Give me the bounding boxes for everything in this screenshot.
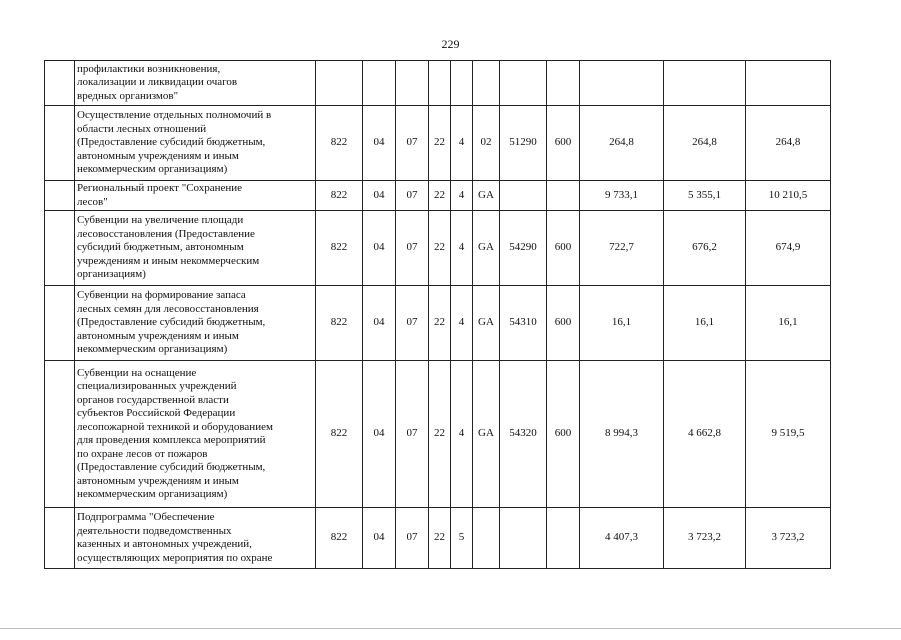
item-name-line: организациям): [77, 268, 146, 281]
item-name-cell: [75, 361, 316, 508]
podrazdel-cell: [396, 61, 429, 106]
item-name-line: некоммерческим организациям): [77, 488, 228, 500]
table-row: [45, 61, 831, 106]
amount-year3-cell: [746, 61, 831, 106]
program-cell: 22: [429, 508, 451, 569]
direction-cell: 02: [473, 106, 500, 181]
table-row: [45, 361, 831, 508]
item-name-line: Подпрограмма "Обеспечение: [77, 511, 215, 523]
amount-year3-cell: 674,9: [746, 211, 831, 286]
expense-type-cell: 600: [547, 286, 580, 361]
item-name-line: некоммерческим организациям): [77, 343, 228, 356]
amount-year3-cell: 9 519,5: [746, 361, 831, 508]
expense-code-cell: 54290: [500, 211, 547, 286]
index-cell: [45, 61, 75, 106]
direction-cell: GA: [473, 361, 500, 508]
item-name-line: учреждениям и иным некоммерческим: [77, 254, 260, 267]
item-name-line: автономным учреждениям и иным: [77, 474, 239, 487]
item-name-cell: [75, 286, 316, 361]
item-name-line: по охране лесов от пожаров: [77, 447, 208, 460]
podrazdel-cell: 07: [396, 106, 429, 181]
amount-year1-cell: 16,1: [580, 286, 664, 361]
table-row: [45, 106, 831, 181]
amount-year2-cell: 5 355,1: [664, 181, 746, 211]
amount-year2-cell: [664, 61, 746, 106]
program-cell: 22: [429, 286, 451, 361]
program-cell: 22: [429, 181, 451, 211]
index-cell: [45, 106, 75, 181]
item-name-line: локализации и ликвидации очагов: [77, 76, 238, 89]
grbs-cell: 822: [316, 211, 363, 286]
scan-edge-line: [0, 628, 901, 629]
expense-type-cell: 600: [547, 106, 580, 181]
podrazdel-cell: 07: [396, 361, 429, 508]
item-name-line: (Предоставление субсидий бюджетным,: [77, 136, 266, 149]
podrazdel-cell: 07: [396, 211, 429, 286]
item-name-line: Субвенции на увеличение площади: [77, 214, 244, 227]
item-name-line: субсидий бюджетным, автономным: [77, 241, 244, 254]
razdel-cell: 04: [363, 508, 396, 569]
razdel-cell: [363, 61, 396, 106]
expense-code-cell: [500, 508, 547, 569]
amount-year2-cell: 4 662,8: [664, 361, 746, 508]
item-name-line: органов государственной власти: [77, 393, 229, 406]
item-name-line: Осуществление отдельных полномочий в: [77, 109, 272, 122]
razdel-cell: 04: [363, 181, 396, 211]
item-name-line: лесов": [77, 195, 108, 208]
razdel-cell: 04: [363, 106, 396, 181]
item-name-line: для проведения комплекса мероприятий: [77, 434, 266, 446]
item-name-line: осуществляющих мероприятия по охране: [77, 551, 273, 564]
podrazdel-cell: 07: [396, 286, 429, 361]
amount-year3-cell: 10 210,5: [746, 181, 831, 211]
item-name-cell: [75, 106, 316, 181]
item-name-cell: [75, 181, 316, 211]
grbs-cell: 822: [316, 181, 363, 211]
program-cell: 22: [429, 106, 451, 181]
amount-year1-cell: 722,7: [580, 211, 664, 286]
item-name-line: (Предоставление субсидий бюджетным,: [77, 461, 266, 473]
amount-year2-cell: 3 723,2: [664, 508, 746, 569]
grbs-cell: [316, 61, 363, 106]
amount-year3-cell: 3 723,2: [746, 508, 831, 569]
amount-year3-cell: 264,8: [746, 106, 831, 181]
page-number: 229: [441, 37, 460, 51]
expense-code-cell: [500, 61, 547, 106]
amount-year1-cell: 4 407,3: [580, 508, 664, 569]
expense-code-cell: 54310: [500, 286, 547, 361]
index-cell: [45, 508, 75, 569]
index-cell: [45, 211, 75, 286]
grbs-cell: 822: [316, 286, 363, 361]
item-name-line: профилактики возникновения,: [77, 62, 221, 75]
expense-type-cell: 600: [547, 361, 580, 508]
expense-type-cell: [547, 181, 580, 211]
razdel-cell: 04: [363, 361, 396, 508]
podrazdel-cell: 07: [396, 181, 429, 211]
item-name-line: Региональный проект "Сохранение: [77, 182, 243, 194]
subprogram-cell: [451, 61, 473, 106]
item-name-line: лесопожарной техникой и оборудованием: [77, 420, 273, 433]
subprogram-cell: 4: [451, 211, 473, 286]
item-name-line: Субвенции на оснащение: [77, 366, 197, 379]
expense-type-cell: [547, 61, 580, 106]
index-cell: [45, 361, 75, 508]
item-name-cell: [75, 61, 316, 106]
expense-type-cell: [547, 508, 580, 569]
amount-year3-cell: 16,1: [746, 286, 831, 361]
expense-code-cell: 51290: [500, 106, 547, 181]
table-row: [45, 508, 831, 569]
table-row: [45, 181, 831, 211]
item-name-line: лесовосстановления (Предоставление: [77, 227, 255, 240]
item-name-cell: [75, 211, 316, 286]
amount-year1-cell: 264,8: [580, 106, 664, 181]
subprogram-cell: 4: [451, 106, 473, 181]
item-name-line: субъектов Российской Федерации: [77, 407, 236, 419]
item-name-line: автономным учреждениям и иным: [77, 149, 239, 162]
direction-cell: GA: [473, 211, 500, 286]
item-name-line: некоммерческим организациям): [77, 163, 228, 176]
direction-cell: GA: [473, 286, 500, 361]
expense-type-cell: 600: [547, 211, 580, 286]
subprogram-cell: 4: [451, 181, 473, 211]
direction-cell: [473, 61, 500, 106]
podrazdel-cell: 07: [396, 508, 429, 569]
item-name-line: лесных семян для лесовосстановления: [77, 302, 259, 315]
item-name-line: автономным учреждениям и иным: [77, 329, 239, 342]
subprogram-cell: 4: [451, 361, 473, 508]
razdel-cell: 04: [363, 211, 396, 286]
grbs-cell: 822: [316, 508, 363, 569]
expense-code-cell: 54320: [500, 361, 547, 508]
direction-cell: [473, 508, 500, 569]
subprogram-cell: 4: [451, 286, 473, 361]
amount-year1-cell: 9 733,1: [580, 181, 664, 211]
program-cell: 22: [429, 361, 451, 508]
table-row: [45, 286, 831, 361]
item-name-cell: [75, 508, 316, 569]
index-cell: [45, 181, 75, 211]
amount-year1-cell: 8 994,3: [580, 361, 664, 508]
grbs-cell: 822: [316, 361, 363, 508]
amount-year2-cell: 264,8: [664, 106, 746, 181]
item-name-line: области лесных отношений: [77, 122, 207, 135]
item-name-line: (Предоставление субсидий бюджетным,: [77, 316, 266, 329]
index-cell: [45, 286, 75, 361]
program-cell: 22: [429, 211, 451, 286]
razdel-cell: 04: [363, 286, 396, 361]
amount-year2-cell: 676,2: [664, 211, 746, 286]
expense-code-cell: [500, 181, 547, 211]
budget-table: [44, 60, 831, 569]
item-name-line: Субвенции на формирование запаса: [77, 289, 246, 302]
program-cell: [429, 61, 451, 106]
amount-year1-cell: [580, 61, 664, 106]
table-row: [45, 211, 831, 286]
subprogram-cell: 5: [451, 508, 473, 569]
item-name-line: деятельности подведомственных: [77, 524, 232, 537]
amount-year2-cell: 16,1: [664, 286, 746, 361]
item-name-line: вредных организмов": [77, 89, 179, 102]
item-name-line: специализированных учреждений: [77, 380, 237, 392]
direction-cell: GA: [473, 181, 500, 211]
item-name-line: казенных и автономных учреждений,: [77, 538, 252, 550]
grbs-cell: 822: [316, 106, 363, 181]
